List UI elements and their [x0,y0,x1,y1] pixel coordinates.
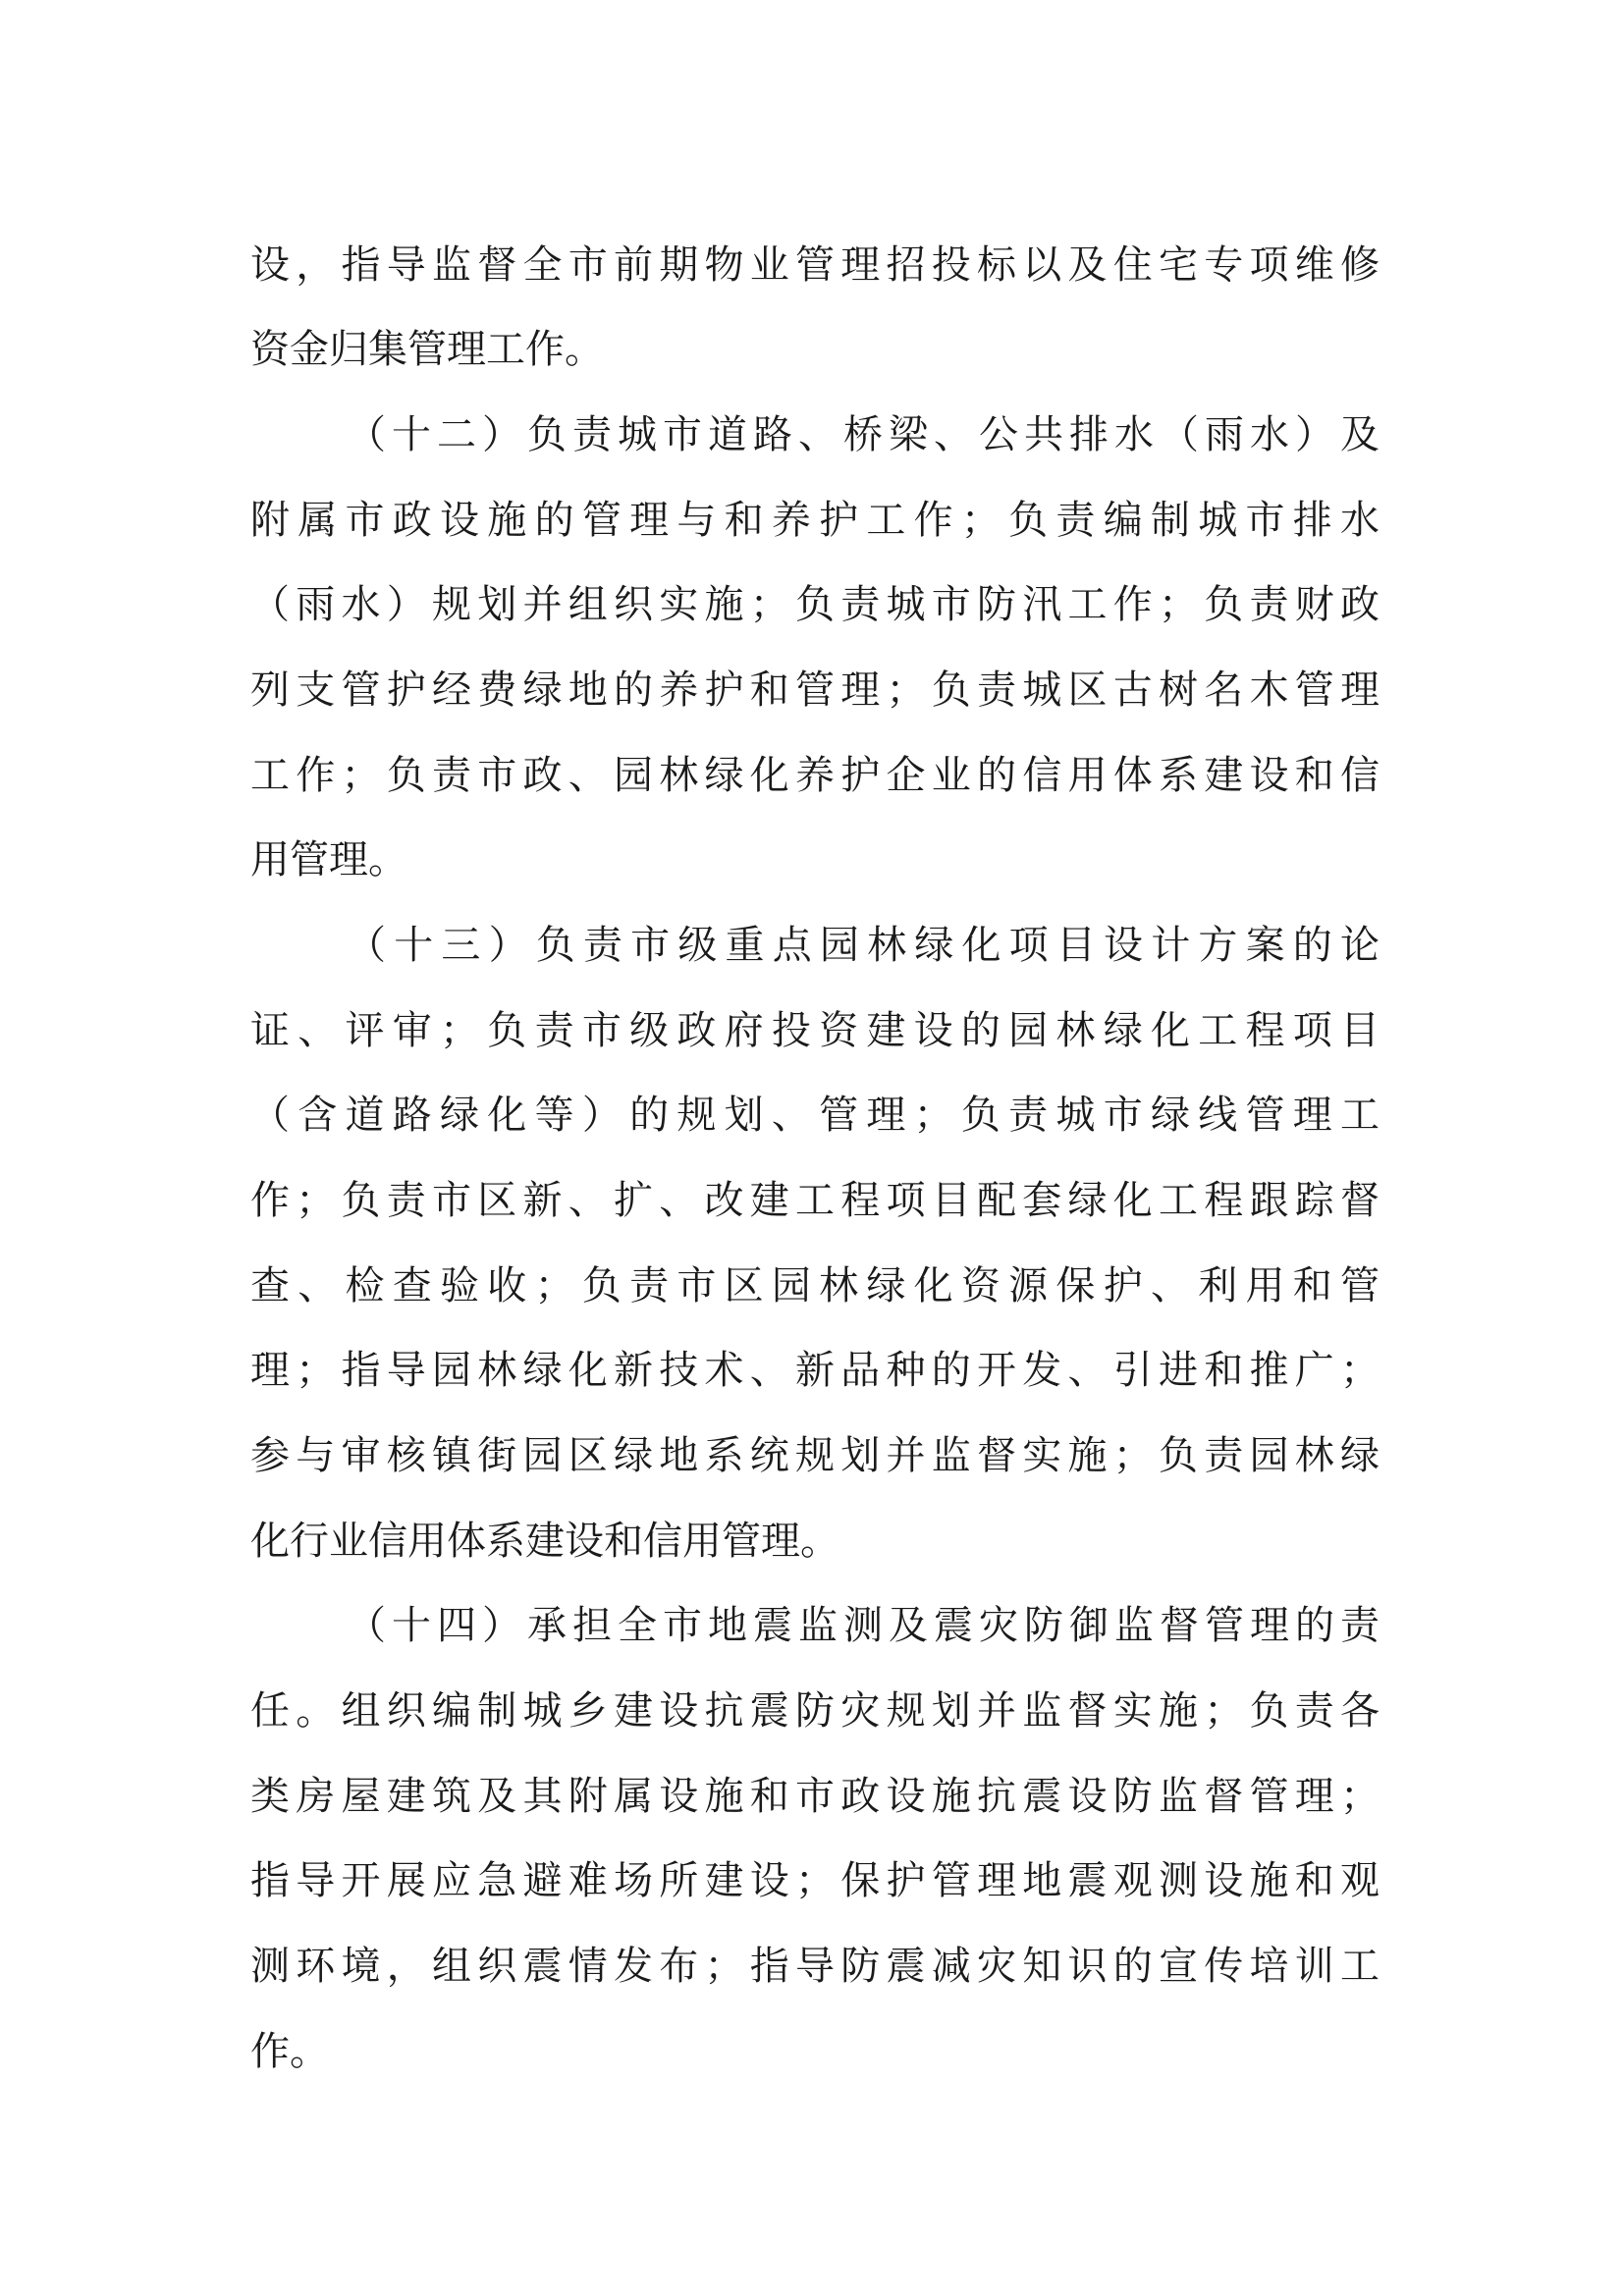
text-line: （十二）负责城市道路、桥梁、公共排水（雨水）及 [347,412,1380,457]
text-line: 理；指导园林绿化新技术、新品种的开发、引进和推广； [250,1348,1380,1393]
text-line: 作。 [250,2029,329,2074]
text-line: （十四）承担全市地震监测及震灾防御监督管理的责 [347,1603,1380,1648]
text-line: 测环境，组织震情发布；指导防震减灾知识的宣传培训工 [250,1944,1380,1989]
text-line: 工作；负责市政、园林绿化养护企业的信用体系建设和信 [250,753,1380,798]
text-line: 指导开展应急避难场所建设；保护管理地震观测设施和观 [250,1858,1380,1903]
text-line: 任。组织编制城乡建设抗震防灾规划并监督实施；负责各 [250,1688,1380,1734]
text-line: 化行业信用体系建设和信用管理。 [250,1519,839,1564]
text-line: （雨水）规划并组织实施；负责城市防汛工作；负责财政 [250,582,1380,627]
text-line: 类房屋建筑及其附属设施和市政设施抗震设防监督管理； [250,1774,1380,1819]
text-line: （十三）负责市级重点园林绿化项目设计方案的论 [347,923,1380,968]
text-line: 资金归集管理工作。 [250,327,604,372]
text-line: 作；负责市区新、扩、改建工程项目配套绿化工程跟踪督 [250,1178,1380,1223]
text-line: 查、检查验收；负责市区园林绿化资源保护、利用和管 [250,1263,1380,1308]
text-line: 设，指导监督全市前期物业管理招投标以及住宅专项维修 [250,242,1380,288]
text-line: 附属市政设施的管理与和养护工作；负责编制城市排水 [250,498,1380,543]
text-line: 列支管护经费绿地的养护和管理；负责城区古树名木管理 [250,667,1380,713]
text-line: 用管理。 [250,837,407,882]
text-line: （含道路绿化等）的规划、管理；负责城市绿线管理工 [250,1093,1380,1138]
text-line: 参与审核镇街园区绿地系统规划并监督实施；负责园林绿 [250,1433,1380,1478]
text-line: 证、评审；负责市级政府投资建设的园林绿化工程项目 [250,1008,1380,1053]
